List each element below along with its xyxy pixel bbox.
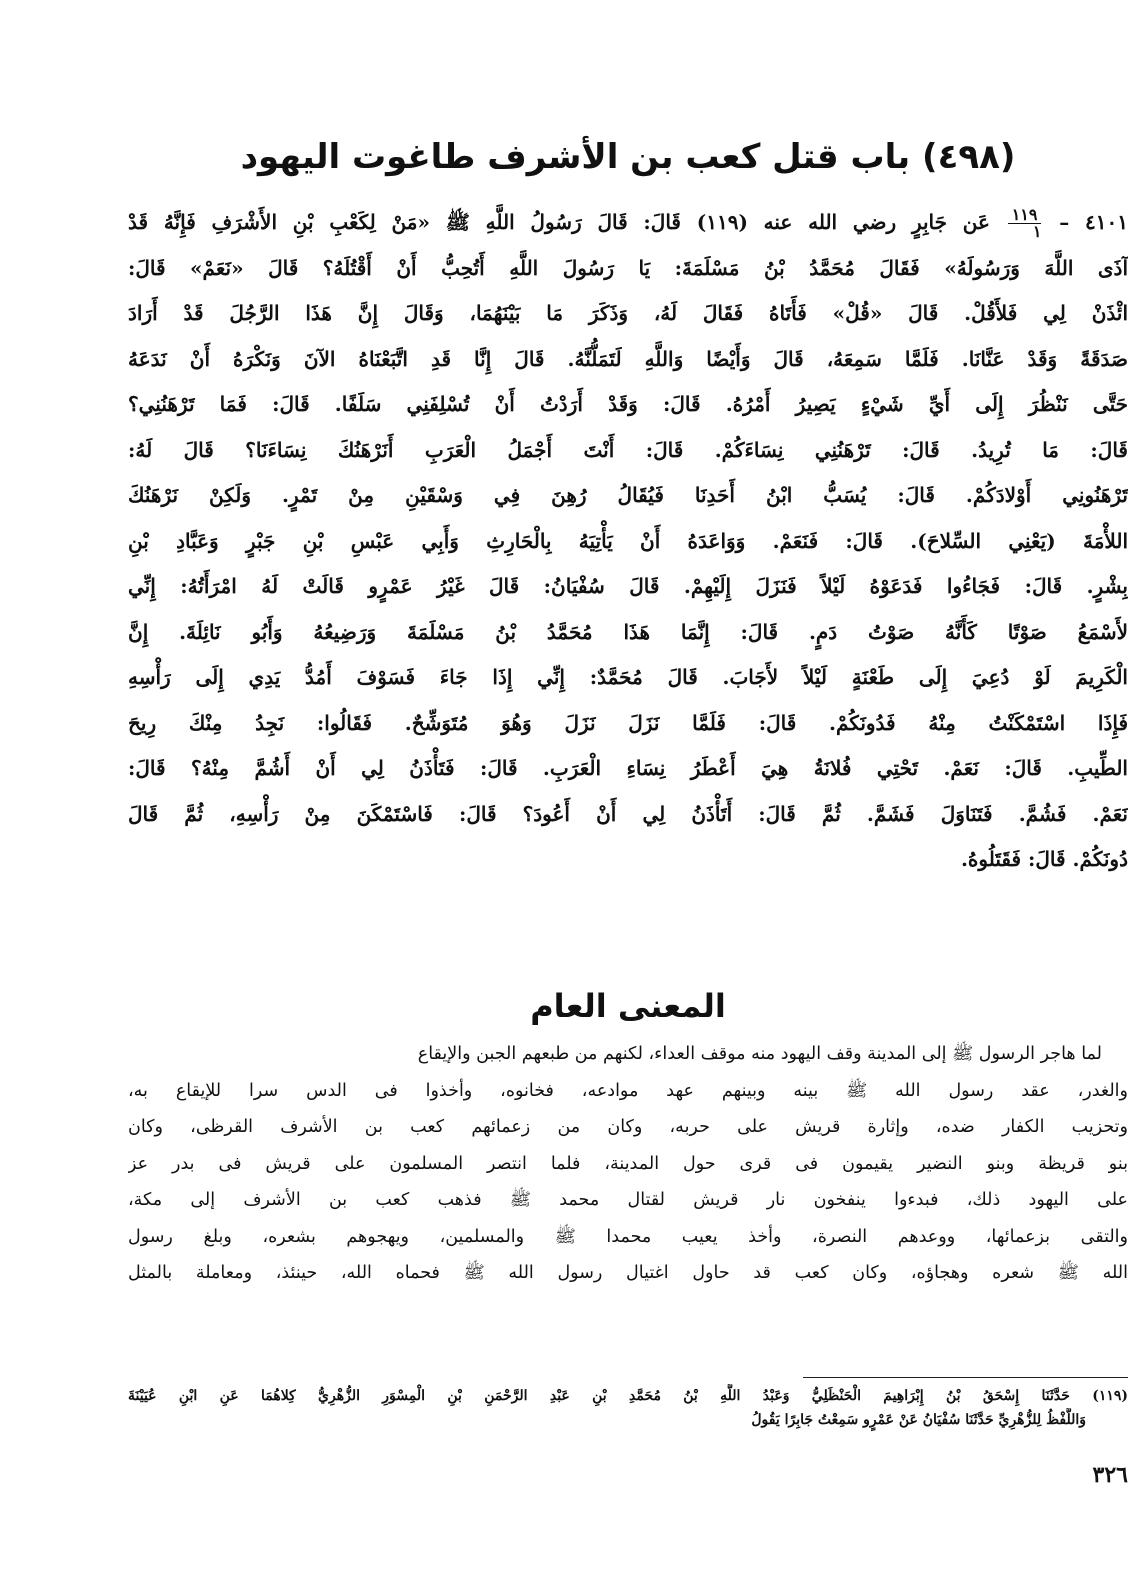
footnote-divider (803, 1377, 1128, 1378)
hadith-line: اللأْمَةَ (يَعْنِي السِّلاحَ). قَالَ: فَنَعَمْ. وَوَاعَدَهُ أَنْ يَأْتِيَهُ بِالْحَارِثِ وَأَبِي عَبْسِ بْنِ جَبْرٍ وَعَبَّادِ بْنِ (128, 528, 1128, 553)
commentary-line: والغدر، عقد رسول الله ﷺ بينه وبينهم عهد موادعه، فخانوه، وأخذوا فى الدس سرا للإيقاع به، (128, 1080, 1128, 1101)
commentary-line: على اليهود ذلك، فبدءوا ينفخون نار قريش لقتال محمد ﷺ فذهب كعب بن الأشرف إلى مكة، (128, 1190, 1128, 1210)
hadith-line: تَرْهَنُونِي أَوْلادَكُمْ. قَالَ: يُسَبُّ ابْنُ أَحَدِنَا فَيُقَالُ رُهِنَ فِي وَسْقَيْنِ مِنْ تَمْرٍ. وَلَكِنْ نَرْهَنُكَ (128, 483, 1128, 507)
hadith-line (128, 200, 1128, 246)
hadith-line: الْكَرِيمَ لَوْ دُعِيَ إِلَى طَعْنَةٍ لَيْلاً لأَجَابَ. قَالَ مُحَمَّدٌ: إِنِّي إِذَا جَاءَ فَسَوْفَ أَمُدُّ يَدِي إِلَى رَأْسِهِ (128, 665, 1128, 689)
chapter-title: (٤٩٨) باب قتل كعب بن الأشرف طاغوت اليهود (240, 136, 1016, 177)
hadith-text (128, 200, 1128, 883)
hadith-line: لأَسْمَعُ صَوْتًا كَأَنَّهُ صَوْتُ دَمٍ. قَالَ: إِنَّمَا هَذَا مُحَمَّدُ بْنُ مَسْلَمَةَ وَرَضِيعُهُ وَأَبُو نَائِلَةَ. إِنَّ (128, 619, 1128, 644)
hadith-number: ٤١٠١ – (1059, 210, 1128, 234)
commentary-line: والتقى بزعمائها، ووعدهم النصرة، وأخذ يعيب محمدا ﷺ والمسلمين، ويهجوهم بشعره، وبلغ رسول (128, 1226, 1128, 1247)
footnotes (128, 1384, 1128, 1432)
hadith-line: نَعَمْ. فَشُمَّ. فَتَنَاوَلَ فَشَمَّ. ثُمَّ قَالَ: أَتَأْذَنُ لِي أَنْ أَعُودَ؟ قَالَ: فَاسْتَمْكَنَ مِنْ رَأْسِهِ، ثُمَّ قَالَ (128, 801, 1128, 826)
cross-reference-numerator: ١١٩ (1008, 207, 1042, 224)
cross-reference-denominator: ١ (1032, 222, 1042, 241)
hadith-cross-reference (1008, 207, 1042, 240)
hadith-line: دُونَكُمْ. قَالَ: فَقَتَلُوهُ. (960, 847, 1128, 871)
hadith-line: الطِّيبِ. قَالَ: نَعَمْ. تَحْتِي فُلانَةُ هِيَ أَعْطَرُ نِسَاءِ الْعَرَبِ. قَالَ: فَتَأْذَنُ لِي أَنْ أَشُمَّ مِنْهُ؟ قَالَ: (128, 756, 1128, 780)
hadith-line: فَإِذَا اسْتَمْكَنْتُ مِنْهُ فَدُونَكُمْ. قَالَ: فَلَمَّا نَزَلَ نَزَلَ وَهُوَ مُتَوَشِّحٌ. فَقَالُوا: نَجِدُ مِنْكَ رِيحَ (128, 710, 1128, 735)
page-number: ٣٢٦ (1092, 1462, 1128, 1488)
footnote-line: وَاللَّفْظُ لِلزُّهْرِيِّ حَدَّثَنَا سُفْيَانُ عَنْ عَمْرٍو سَمِعْتُ جَابِرًا يَقُولُ (751, 1412, 1086, 1428)
book-page (128, 0, 1128, 1577)
hadith-line-text: عَن جَابِرٍ رضي الله عنه (١١٩) قَالَ: قَالَ رَسُولُ اللَّهِ ﷺ «مَنْ لِكَعْبِ بْنِ الأَشْرَفِ فَإِنَّهُ قَدْ (128, 210, 990, 234)
section-title: المعنى العام (530, 986, 726, 1025)
hadith-line: آذَى اللَّهَ وَرَسُولَهُ» فَقَالَ مُحَمَّدُ بْنُ مَسْلَمَةَ: يَا رَسُولَ اللَّهِ أَتُحِبُّ أَنْ أَقْتُلَهُ؟ قَالَ «نَعَمْ» قَالَ: (128, 255, 1128, 280)
hadith-line: حَتَّى نَنْظُرَ إِلَى أَيِّ شَيْءٍ يَصِيرُ أَمْرُهُ. قَالَ: وَقَدْ أَرَدْتُ أَنْ تُسْلِفَنِي سَلَفًا. قَالَ: فَمَا تَرْهَنُنِي؟ (128, 392, 1128, 416)
hadith-line: قَالَ: مَا تُرِيدُ. قَالَ: تَرْهَنُنِي نِسَاءَكُمْ. قَالَ: أَنْتَ أَجْمَلُ الْعَرَبِ أَنَرْهَنُكَ نِسَاءَنَا؟ قَالَ لَهُ: (128, 437, 1128, 462)
commentary-line: لما هاجر الرسول ﷺ إلى المدينة وقف اليهود منه موقف العداء، لكنهم من طبعهم الجبن والإيقاع (417, 1044, 1102, 1064)
hadith-line: ائْذَنْ لِي فَلأَقُلْ. قَالَ «قُلْ» فَأَتَاهُ فَقَالَ لَهُ، وَذَكَرَ مَا بَيْنَهُمَا، وَقَالَ إِنَّ هَذَا الرَّجُلَ قَدْ أَرَادَ (128, 301, 1128, 325)
commentary-text (128, 1036, 1128, 1292)
hadith-line: بِشْرٍ. قَالَ: فَجَاءُوا فَدَعَوْهُ لَيْلاً فَنَزَلَ إِلَيْهِمْ. قَالَ سُفْيَانُ: قَالَ غَيْرُ عَمْرٍو قَالَتْ لَهُ امْرَأَتُهُ: إِنِّي (128, 574, 1128, 598)
commentary-line: الله ﷺ شعره وهجاؤه، وكان كعب قد حاول اغتيال رسول الله ﷺ فحماه الله، حينئذ، ومعاملة بالمثل (128, 1263, 1128, 1283)
hadith-line: صَدَقَةً وَقَدْ عَنَّانَا. فَلَمَّا سَمِعَهُ، قَالَ وَأَيْضًا وَاللَّهِ لَتَمَلُّنَّهُ. قَالَ إِنَّا قَدِ اتَّبَعْنَاهُ الآنَ وَنَكْرَهُ أَنْ نَدَعَهُ (128, 346, 1128, 371)
commentary-line: وتحزيب الكفار ضده، وإثارة قريش على حربه، وكان من زعمائهم كعب بن الأشرف القرظى، وكان (128, 1117, 1128, 1137)
commentary-line: بنو قريظة وبنو النضير يقيمون فى قرى حول المدينة، فلما انتصر المسلمون على قريش فى بدر عز (128, 1153, 1128, 1174)
footnote-line: (١١٩) حَدَّثَنَا إِسْحَقُ بْنُ إِبْرَاهِيمَ الْحَنْظَلِيُّ وَعَبْدُ اللَّهِ بْنُ مُحَمَّدِ بْنِ عَبْدِ الرَّحْمَنِ بْنِ الْمِسْوَرِ الزُّهْرِيُّ كِلاهُمَا عَنِ ابْنِ عُيَيْنَةَ (128, 1388, 1128, 1404)
